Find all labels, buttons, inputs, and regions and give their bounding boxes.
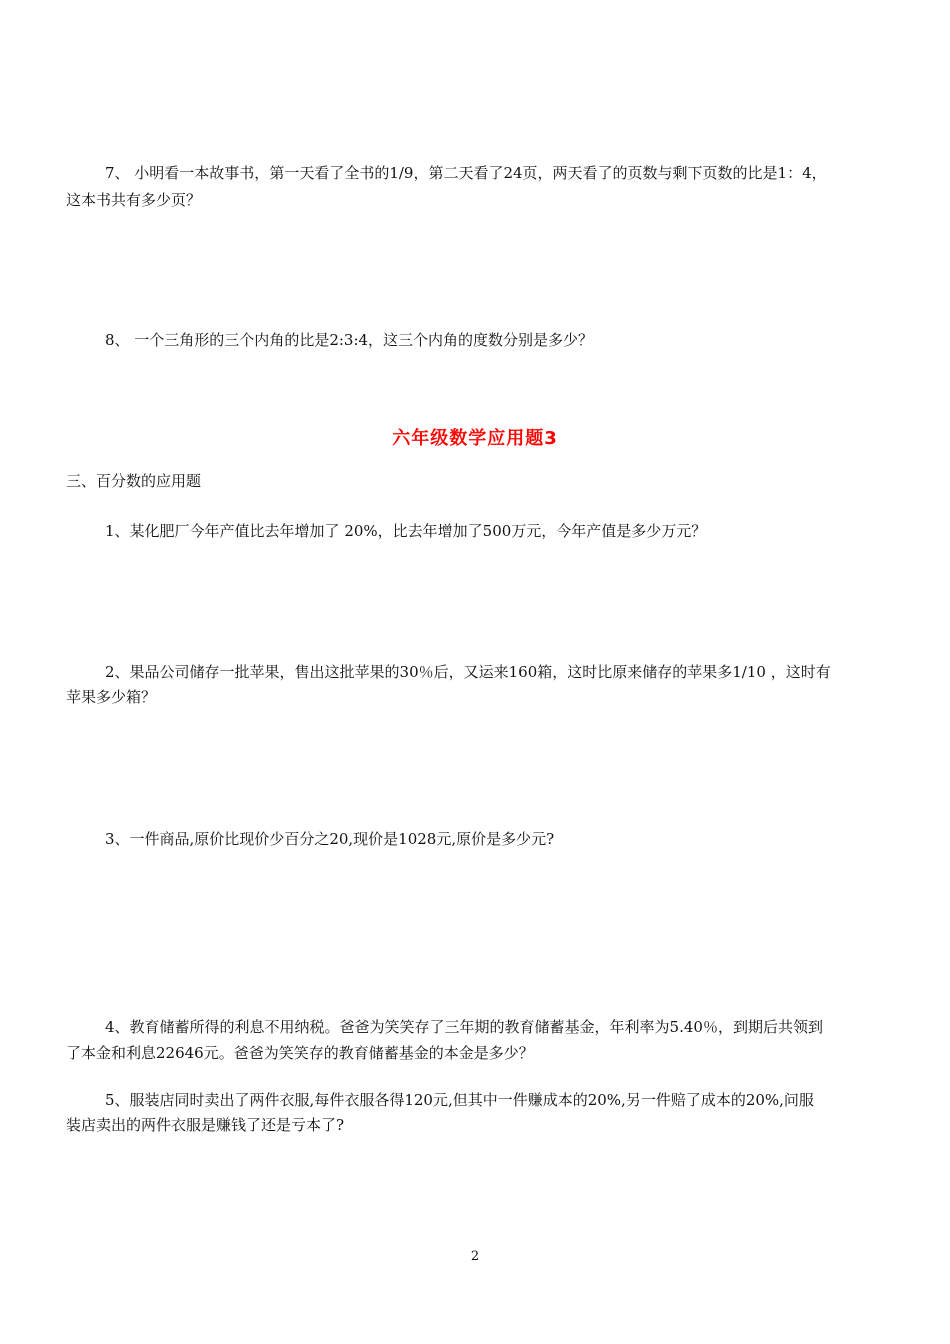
question-4-line-2: 了本金和利息22646元。爸爸为笑笑存的教育储蓄基金的本金是多少？	[66, 1044, 534, 1062]
question-5-line-2: 装店卖出的两件衣服是赚钱了还是亏本了?	[66, 1116, 345, 1134]
question-4-line-1: 4、教育储蓄所得的利息不用纳税。爸爸为笑笑存了三年期的教育储蓄基金，年利率为5.40％，到期后共领到	[105, 1018, 823, 1036]
question-8: 8、 一个三角形的三个内角的比是2:3:4，这三个内角的度数分别是多少？	[105, 331, 594, 349]
section-heading: 三、百分数的应用题	[66, 472, 202, 490]
page-number: 2	[470, 1249, 480, 1264]
question-2-line-1: 2、果品公司储存一批苹果，售出这批苹果的30％后，又运来160箱，这时比原来储存的苹果多1/10 ，这时有	[105, 663, 831, 681]
question-5-line-1: 5、服装店同时卖出了两件衣服,每件衣服各得120元,但其中一件赚成本的20%,另一件赔了成本的20%,问服	[105, 1091, 814, 1109]
question-1: 1、某化肥厂今年产值比去年增加了 20%，比去年增加了500万元，今年产值是多少万元？	[105, 522, 707, 540]
section-title: 六年级数学应用题3	[392, 428, 558, 449]
question-2-line-2: 苹果多少箱？	[66, 688, 157, 706]
question-3: 3、一件商品,原价比现价少百分之20,现价是1028元,原价是多少元?	[105, 830, 555, 848]
question-7-line-1: 7、 小明看一本故事书，第一天看了全书的1/9，第二天看了24页，两天看了的页数与剩下页数的比是1：4，	[105, 164, 827, 182]
question-7-line-2: 这本书共有多少页？	[66, 191, 202, 209]
